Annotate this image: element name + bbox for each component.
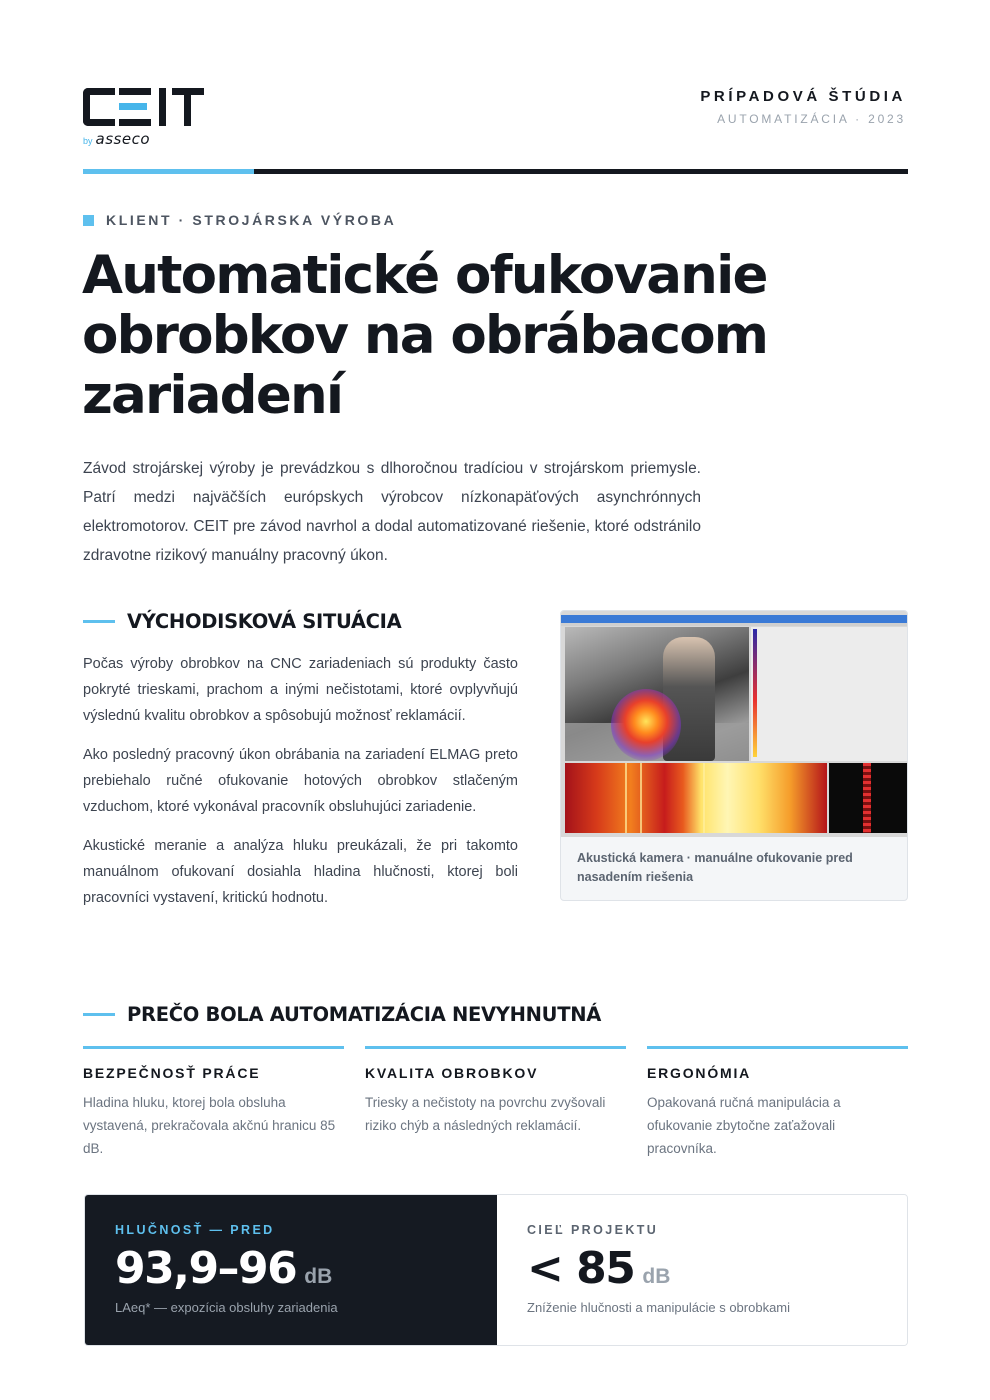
screenshot-side-panel xyxy=(751,627,908,761)
stat-number: 93,9–96 xyxy=(115,1243,297,1294)
logo-letter-i xyxy=(159,88,166,126)
situation-paragraph: Ako posledný pracovný úkon obrábania na zariadení ELMAG preto prebiehalo ručné ofukovanie hotových obrobkov stlačeným vzduchom, ktoré vykonával pracovník obsluhujúci zariadenie. xyxy=(83,747,518,815)
section-heading-situation xyxy=(83,610,401,633)
stats-box xyxy=(84,1194,908,1346)
screenshot-titlebar xyxy=(561,615,908,623)
stat-note: Zníženie hlučnosti a manipulácie s obrobkami xyxy=(527,1300,791,1315)
reason-column-quality xyxy=(365,1046,626,1160)
stat-label: CIEĽ PROJEKTU xyxy=(527,1223,659,1237)
reason-column-safety xyxy=(83,1046,344,1160)
screenshot-colorbar xyxy=(753,629,757,757)
situation-paragraph: Počas výroby obrobkov na CNC zariadeniach sú produkty často pokryté trieskami, prachom a inými nečistotami, ktoré ovplyvňujú výslednú kvalitu obrobkov a spôsobujú možnosť reklamácií. xyxy=(83,656,518,724)
logo-letter-c xyxy=(83,88,115,126)
header-rule-dark xyxy=(254,169,908,174)
reason-text: Hladina hluku, ktorej bola obsluha vystavená, prekračovala akčnú hranicu 85 dB. xyxy=(83,1095,336,1156)
situation-paragraph: Akustické meranie a analýza hluku preukázali, že pri takomto manuálnom ofukovaní dosiahla hladina hlučnosti, ktorej boli pracovníci vystavení, kritickú hodnotu. xyxy=(83,838,518,906)
logo-letter-t xyxy=(172,88,204,126)
reason-title: KVALITA OBROBKOV xyxy=(365,1065,539,1081)
logo-subline xyxy=(83,130,215,148)
header-rule-accent xyxy=(83,169,254,174)
reason-title: ERGONÓMIA xyxy=(647,1065,752,1081)
section-heading-text: VÝCHODISKOVÁ SITUÁCIA xyxy=(127,610,402,633)
screenshot-spectrogram xyxy=(565,763,827,833)
lead-paragraph: Závod strojárskej výroby je prevádzkou s dlhoročnou tradíciou v strojárskom priemysle. Patrí medzi najväčších európskych výrobcov nízkonapäťových asynchrónnych elektromotorov. CEIT pre závod navrhol a dodal automatizované riešenie, ktoré odstránilo zdravotne rizikový manuálny pracovný úkon. xyxy=(83,460,701,564)
page-title: Automatické ofukovanie obrobkov na obrábacom zariadení xyxy=(82,245,768,426)
stat-value-row xyxy=(115,1243,467,1294)
situation-body xyxy=(83,651,518,924)
acoustic-camera-screenshot xyxy=(561,611,908,837)
section-dash xyxy=(83,620,115,623)
stat-unit: dB xyxy=(304,1265,333,1288)
figure-caption: Akustická kamera · manuálne ofukovanie pred nasadením riešenia xyxy=(577,851,853,884)
stat-before xyxy=(85,1195,497,1345)
reason-text: Triesky a nečistoty na povrchu zvyšovali riziko chýb a následných reklamácií. xyxy=(365,1095,606,1133)
screenshot-video-frame xyxy=(565,627,749,761)
ceit-logo xyxy=(83,86,215,148)
stat-value-row xyxy=(527,1243,877,1294)
reason-text: Opakovaná ručná manipulácia a ofukovanie zbytočne zaťažovali pracovníka. xyxy=(647,1095,841,1156)
stat-unit: dB xyxy=(642,1265,671,1288)
document-type: PRÍPADOVÁ ŠTÚDIA xyxy=(700,88,906,105)
section-heading-text: PREČO BOLA AUTOMATIZÁCIA NEVYHNUTNÁ xyxy=(127,1003,602,1026)
client-label xyxy=(83,212,396,228)
section-heading-why xyxy=(83,1003,601,1026)
logo-wordmark xyxy=(83,86,215,126)
level-trace-waveform xyxy=(863,763,871,833)
logo-letter-e xyxy=(119,88,151,126)
video-noise-hotspot xyxy=(611,689,681,761)
stat-target xyxy=(497,1195,907,1345)
logo-by: by xyxy=(83,136,93,146)
stat-number: < 85 xyxy=(527,1243,635,1294)
reason-column-ergonomics xyxy=(647,1046,908,1160)
client-bullet-square xyxy=(83,215,94,226)
screenshot-level-trace xyxy=(829,763,907,833)
screenshot-menubar xyxy=(561,623,908,626)
stat-note: LAeq* — expozícia obsluhy zariadenia xyxy=(115,1300,338,1315)
logo-parent: asseco xyxy=(95,130,150,148)
acoustic-camera-figure xyxy=(560,610,908,901)
section-dash xyxy=(83,1013,115,1016)
stat-label: HLUČNOSŤ — PRED xyxy=(115,1223,275,1237)
reasons-columns xyxy=(83,1046,908,1160)
document-meta: AUTOMATIZÁCIA · 2023 xyxy=(717,112,906,126)
client-label-text: KLIENT · STROJÁRSKA VÝROBA xyxy=(106,212,397,228)
reason-title: BEZPEČNOSŤ PRÁCE xyxy=(83,1065,261,1081)
